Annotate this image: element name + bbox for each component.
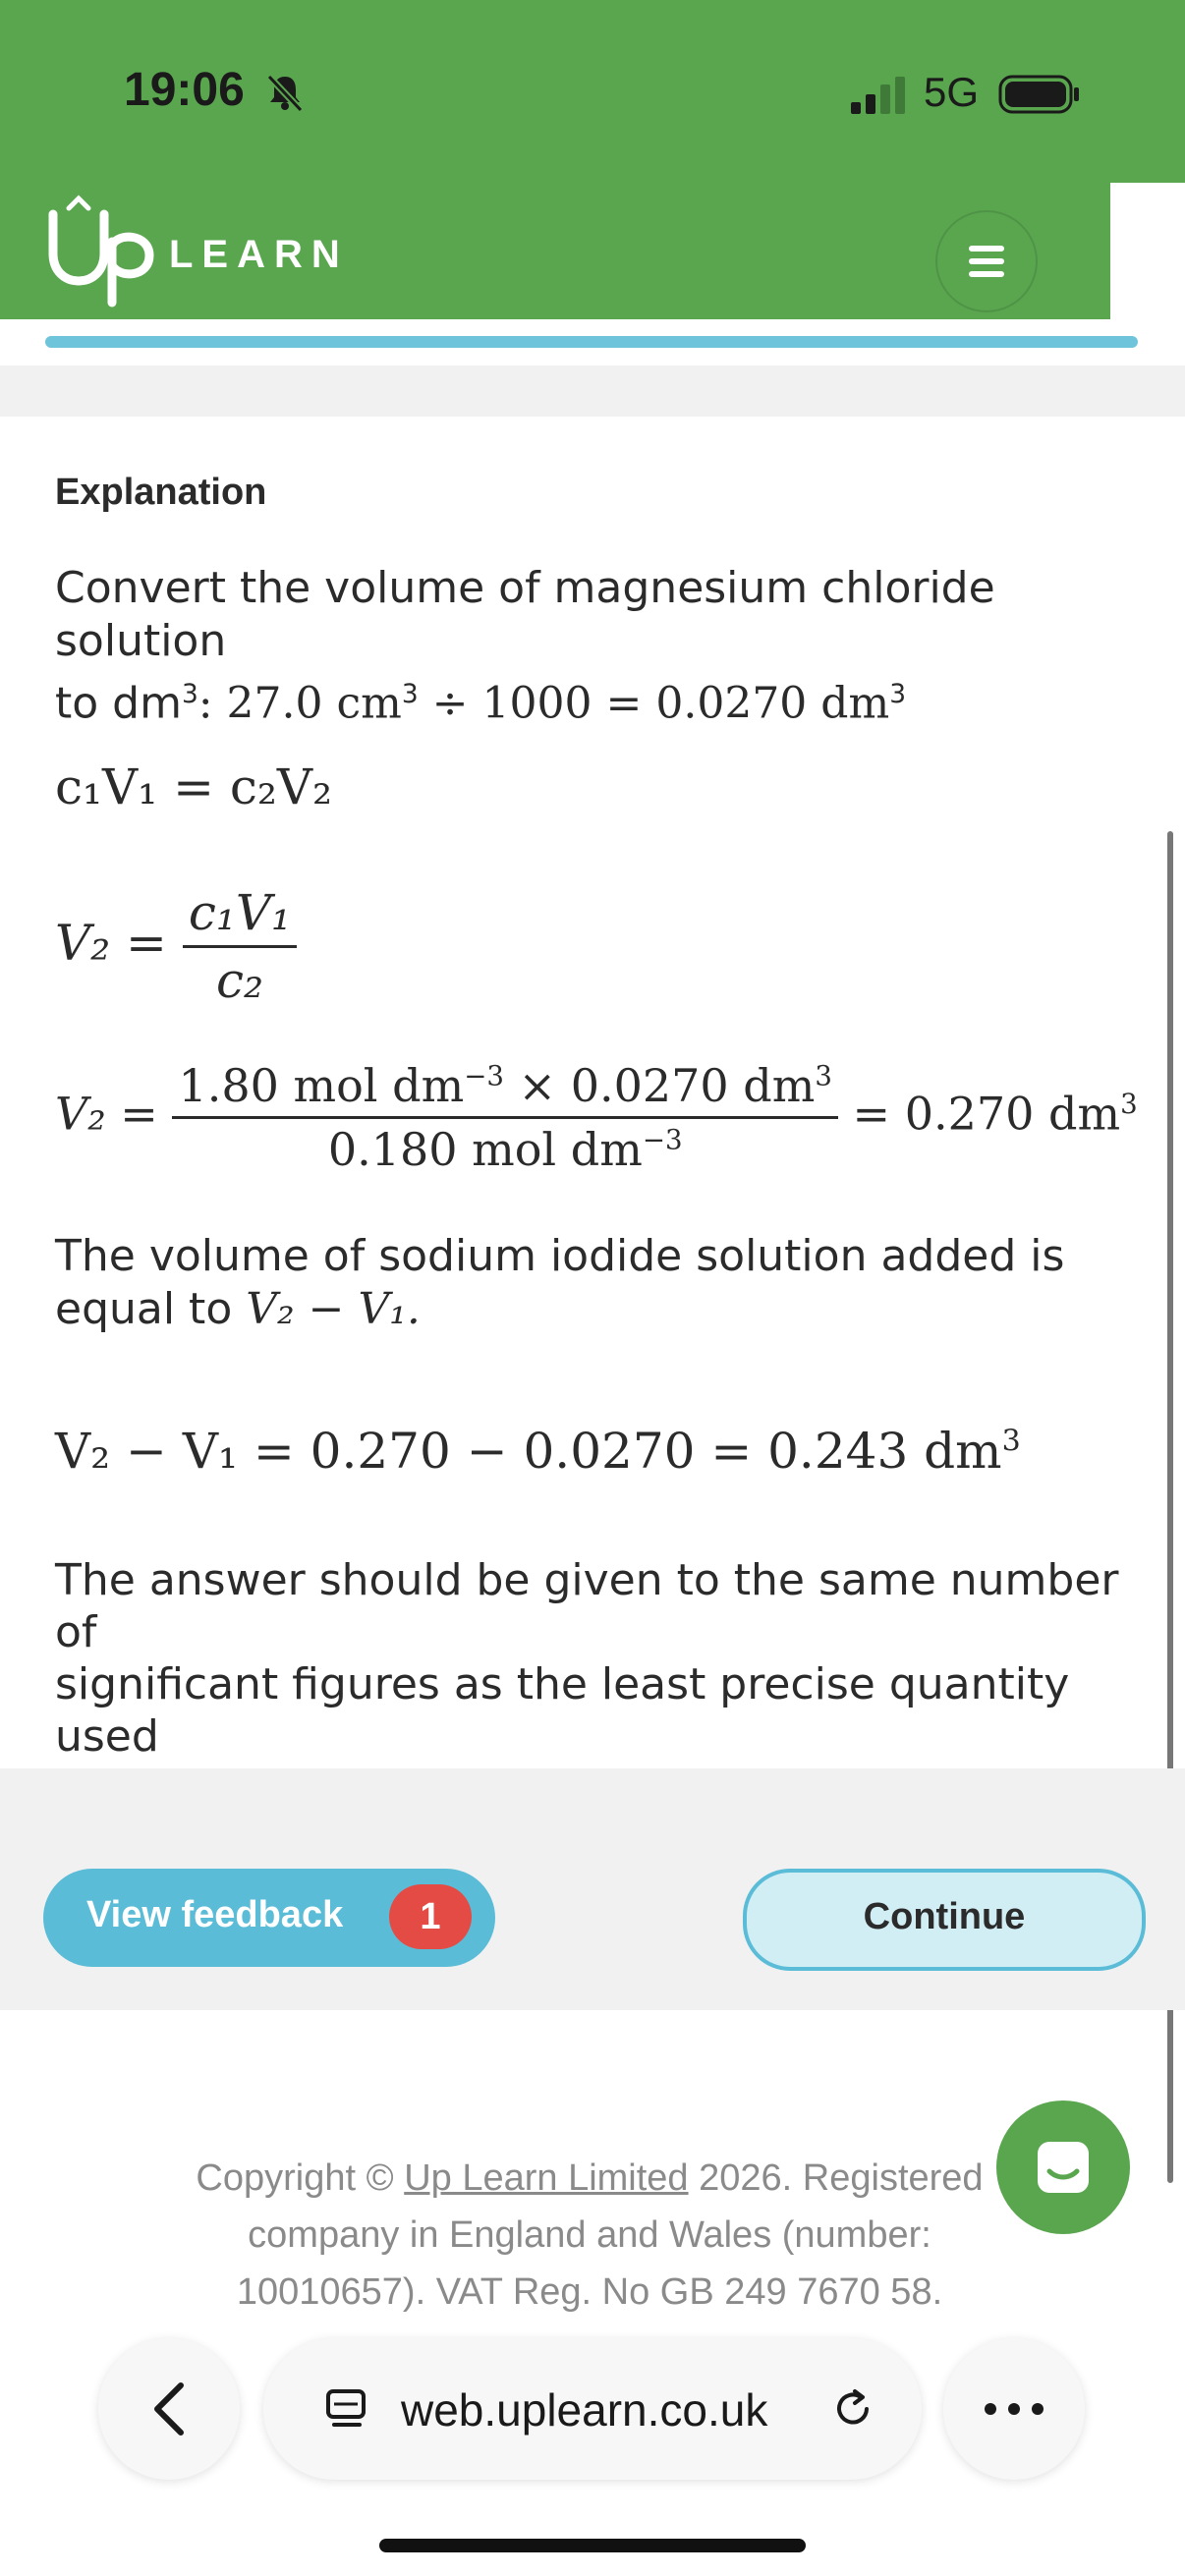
eq3-numerator: 1.80 mol $dm^{-3} \times 0.0270$ $dm^3$ bbox=[172, 1059, 837, 1119]
eq3-num-b: × 0.0270 dm bbox=[503, 1059, 816, 1112]
eq3-den-text: 0.180 mol dm bbox=[327, 1123, 643, 1176]
status-time: 19:06 bbox=[124, 64, 245, 116]
hamburger-icon-mid bbox=[969, 258, 1004, 264]
browser-back-button[interactable] bbox=[98, 2338, 240, 2480]
feedback-count-badge bbox=[389, 1884, 472, 1949]
network-type: 5G bbox=[924, 69, 980, 115]
continue-label: Continue bbox=[863, 1896, 1026, 1937]
section-divider bbox=[0, 365, 1185, 417]
chevron-left-icon bbox=[98, 2338, 240, 2480]
sodium-line-1: The volume of sodium iodide solution added is bbox=[55, 1231, 1065, 1281]
sigfig-line-2: significant figures as the least precise quantity used bbox=[55, 1659, 1070, 1762]
equation-difference: V₂ − V₁ = 0.270 − 0.0270 = 0.243 $dm^3$ bbox=[55, 1423, 1021, 1480]
view-feedback-label: View feedback bbox=[86, 1894, 344, 1935]
hamburger-icon bbox=[969, 246, 1004, 252]
equation-v2-substituted: V₂ = $\frac{1.80 mol dm^{-3} \times 0.0270 dm^3}{0.180 mol dm^{-3}}$ = 0.270 $dm^3$ bbox=[55, 1059, 1138, 1176]
copyright-suffix: 2026. Registered bbox=[699, 2157, 984, 2199]
footer-line-1 bbox=[98, 2150, 1081, 2207]
eq2-denominator: c₂ bbox=[215, 952, 263, 1009]
sodium-line-2 bbox=[55, 1283, 1136, 1336]
sigfig-line-1: The answer should be given to the same number of bbox=[55, 1555, 1119, 1657]
sodium-math: V₂ − V₁. bbox=[246, 1284, 421, 1334]
intro-unit-text: to dm bbox=[55, 678, 182, 729]
eq3-fraction bbox=[172, 1059, 837, 1176]
header-edge bbox=[1110, 183, 1185, 360]
continue-button[interactable] bbox=[743, 1869, 1146, 1971]
up-learn-logo[interactable] bbox=[39, 195, 373, 308]
intro-line-2: to $dm^3$: 27.0 $cm^3 \div 1000 = 0.0270$ $dm^3$ bbox=[55, 678, 906, 729]
company-link[interactable]: Up Learn Limited bbox=[404, 2157, 689, 2199]
battery-icon bbox=[998, 73, 1081, 116]
footer-line-2: company in England and Wales (number: bbox=[248, 2214, 931, 2256]
eq2-lhs: V₂ = bbox=[55, 914, 167, 972]
chat-icon bbox=[996, 2100, 1130, 2234]
eq3-num-a: 1.80 mol dm bbox=[178, 1059, 465, 1112]
menu-button[interactable] bbox=[935, 210, 1038, 312]
equation-v2-formula bbox=[55, 884, 297, 1009]
reload-icon[interactable] bbox=[823, 2380, 882, 2438]
equation-dilution: c₁V₁ = c₂V₂ bbox=[55, 758, 333, 815]
eq3-lhs: V₂ = bbox=[55, 1087, 158, 1141]
explanation-title: Explanation bbox=[55, 472, 267, 513]
eq4-text: V₂ − V₁ = 0.270 − 0.0270 = 0.243 dm bbox=[55, 1423, 1002, 1480]
lesson-progress-bar bbox=[45, 336, 1138, 348]
eq2-numerator: c₁V₁ bbox=[183, 884, 297, 948]
home-indicator bbox=[379, 2539, 806, 2552]
more-dots-icon bbox=[943, 2338, 1085, 2480]
intro-volume-text: : 27.0 cm bbox=[198, 678, 402, 729]
eq3-denominator: 0.180 mol $dm^{-3}$ bbox=[327, 1123, 683, 1176]
address-bar[interactable] bbox=[263, 2338, 922, 2480]
signal-icon bbox=[849, 75, 908, 116]
eq2-fraction bbox=[183, 884, 297, 1009]
hamburger-icon-bottom bbox=[969, 271, 1004, 277]
bell-muted-icon bbox=[263, 71, 307, 114]
view-feedback-button[interactable] bbox=[43, 1869, 495, 1967]
sodium-explanation bbox=[55, 1230, 1136, 1336]
tab-overview-icon bbox=[318, 2380, 377, 2438]
chat-launcher-button[interactable] bbox=[996, 2100, 1130, 2234]
intro-result-text: ÷ 1000 = 0.0270 dm bbox=[418, 678, 890, 729]
copyright-prefix: Copyright © bbox=[196, 2157, 394, 2199]
explanation-intro bbox=[55, 562, 1136, 731]
footer-line-3: 10010657). VAT Reg. No GB 249 7670 58. bbox=[236, 2271, 943, 2313]
intro-line-1: Convert the volume of magnesium chloride solution bbox=[55, 563, 995, 666]
url-text: web.uplearn.co.uk bbox=[401, 2384, 768, 2436]
browser-more-button[interactable] bbox=[943, 2338, 1085, 2480]
sodium-line-2-text: equal to bbox=[55, 1284, 233, 1334]
footer-copyright bbox=[98, 2150, 1081, 2321]
svg-text:LEARN: LEARN bbox=[169, 233, 349, 276]
feedback-count: 1 bbox=[420, 1896, 441, 1937]
eq3-rhs: = 0.270 dm bbox=[852, 1087, 1121, 1141]
